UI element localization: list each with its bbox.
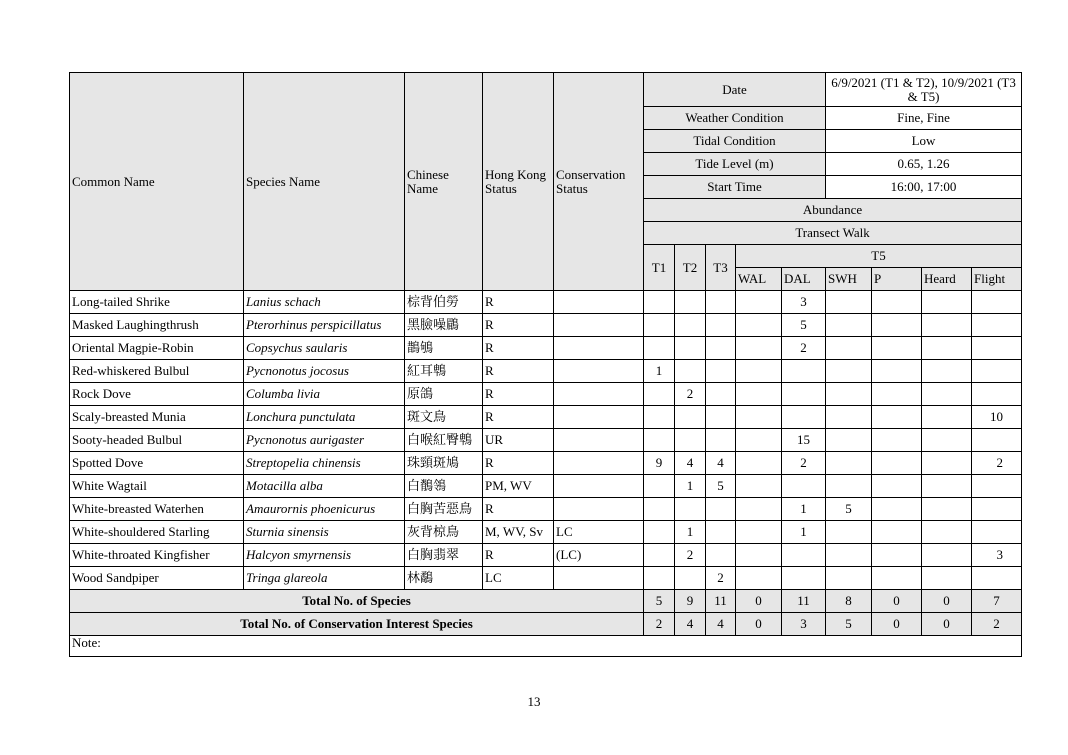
cell-t1 <box>644 383 675 406</box>
cell-common: Spotted Dove <box>70 452 244 475</box>
cell-cons: LC <box>554 521 644 544</box>
cell-dal <box>782 544 826 567</box>
col-t3: T3 <box>706 245 736 291</box>
cell-common: White-throated Kingfisher <box>70 544 244 567</box>
cell-dal: 3 <box>782 291 826 314</box>
total-species-wal: 0 <box>736 590 782 613</box>
total-cons-flight: 2 <box>972 613 1022 636</box>
header-species-name: Species Name <box>244 73 405 291</box>
cell-wal <box>736 498 782 521</box>
cell-flight <box>972 360 1022 383</box>
cell-p <box>872 567 922 590</box>
total-species-p: 0 <box>872 590 922 613</box>
cell-chinese: 珠頸斑鳩 <box>405 452 483 475</box>
cell-hk: M, WV, Sv <box>483 521 554 544</box>
cell-t3 <box>706 291 736 314</box>
cell-hk: R <box>483 452 554 475</box>
cell-t1 <box>644 429 675 452</box>
cell-flight: 10 <box>972 406 1022 429</box>
cell-dal: 1 <box>782 521 826 544</box>
cell-wal <box>736 314 782 337</box>
cell-p <box>872 291 922 314</box>
col-dal: DAL <box>782 268 826 291</box>
total-species-swh: 8 <box>826 590 872 613</box>
cell-heard <box>922 567 972 590</box>
table-row <box>70 360 1022 383</box>
total-species-t2: 9 <box>675 590 706 613</box>
cell-t1 <box>644 475 675 498</box>
cell-flight <box>972 291 1022 314</box>
cell-wal <box>736 567 782 590</box>
col-wal: WAL <box>736 268 782 291</box>
cell-dal <box>782 360 826 383</box>
cell-t3 <box>706 544 736 567</box>
cell-hk: R <box>483 360 554 383</box>
cell-p <box>872 314 922 337</box>
cell-t2 <box>675 360 706 383</box>
cell-t2: 2 <box>675 544 706 567</box>
cell-heard <box>922 360 972 383</box>
total-species-label: Total No. of Species <box>70 590 644 613</box>
cell-cons <box>554 406 644 429</box>
cell-t3 <box>706 429 736 452</box>
cell-p <box>872 383 922 406</box>
cell-heard <box>922 383 972 406</box>
cell-common: Long-tailed Shrike <box>70 291 244 314</box>
cell-species: Pterorhinus perspicillatus <box>244 314 405 337</box>
tidal-value: Low <box>826 130 1022 153</box>
cell-heard <box>922 429 972 452</box>
cell-hk: R <box>483 544 554 567</box>
table-row <box>70 544 1022 567</box>
total-cons-swh: 5 <box>826 613 872 636</box>
cell-swh <box>826 314 872 337</box>
cell-t1 <box>644 544 675 567</box>
cell-species: Pycnonotus jocosus <box>244 360 405 383</box>
cell-chinese: 斑文鳥 <box>405 406 483 429</box>
cell-flight <box>972 498 1022 521</box>
cell-cons <box>554 337 644 360</box>
cell-p <box>872 429 922 452</box>
cell-dal <box>782 406 826 429</box>
cell-t2 <box>675 498 706 521</box>
table-row <box>70 337 1022 360</box>
cell-cons <box>554 383 644 406</box>
col-flight: Flight <box>972 268 1022 291</box>
total-cons-dal: 3 <box>782 613 826 636</box>
header-common-name: Common Name <box>70 73 244 291</box>
cell-species: Lanius schach <box>244 291 405 314</box>
cell-dal: 2 <box>782 452 826 475</box>
cell-swh <box>826 383 872 406</box>
cell-flight <box>972 383 1022 406</box>
cell-wal <box>736 429 782 452</box>
cell-common: Wood Sandpiper <box>70 567 244 590</box>
cell-p <box>872 544 922 567</box>
col-heard: Heard <box>922 268 972 291</box>
cell-t3 <box>706 498 736 521</box>
cell-dal: 5 <box>782 314 826 337</box>
cell-p <box>872 406 922 429</box>
cell-heard <box>922 498 972 521</box>
cell-species: Tringa glareola <box>244 567 405 590</box>
cell-t3: 5 <box>706 475 736 498</box>
cell-t3 <box>706 314 736 337</box>
cell-hk: R <box>483 291 554 314</box>
table-row <box>70 521 1022 544</box>
cell-common: White Wagtail <box>70 475 244 498</box>
cell-p <box>872 521 922 544</box>
header-chinese-name: Chinese Name <box>405 73 483 291</box>
cell-hk: R <box>483 314 554 337</box>
weather-value: Fine, Fine <box>826 107 1022 130</box>
cell-swh <box>826 337 872 360</box>
cell-wal <box>736 291 782 314</box>
page-number: 13 <box>527 694 541 709</box>
abundance-label: Abundance <box>644 199 1022 222</box>
cell-t1 <box>644 406 675 429</box>
cell-species: Sturnia sinensis <box>244 521 405 544</box>
cell-common: White-breasted Waterhen <box>70 498 244 521</box>
cell-swh <box>826 452 872 475</box>
cell-chinese: 棕背伯勞 <box>405 291 483 314</box>
cell-flight <box>972 521 1022 544</box>
header-hk-status: Hong Kong Status <box>483 73 554 291</box>
cell-chinese: 紅耳鵯 <box>405 360 483 383</box>
cell-chinese: 鵲鴝 <box>405 337 483 360</box>
cell-chinese: 原鴿 <box>405 383 483 406</box>
cell-dal: 2 <box>782 337 826 360</box>
cell-dal <box>782 475 826 498</box>
cell-common: White-shouldered Starling <box>70 521 244 544</box>
col-swh: SWH <box>826 268 872 291</box>
cell-heard <box>922 452 972 475</box>
date-value: 6/9/2021 (T1 & T2), 10/9/2021 (T3 & T5) <box>826 73 1022 107</box>
cell-wal <box>736 475 782 498</box>
cell-swh: 5 <box>826 498 872 521</box>
cell-species: Amaurornis phoenicurus <box>244 498 405 521</box>
cell-heard <box>922 475 972 498</box>
cell-dal <box>782 567 826 590</box>
tide-level-label: Tide Level (m) <box>644 153 826 176</box>
cell-cons <box>554 452 644 475</box>
cell-cons <box>554 314 644 337</box>
cell-wal <box>736 406 782 429</box>
cell-t2 <box>675 337 706 360</box>
cell-p <box>872 498 922 521</box>
start-time-value: 16:00, 17:00 <box>826 176 1022 199</box>
col-t2: T2 <box>675 245 706 291</box>
cell-common: Red-whiskered Bulbul <box>70 360 244 383</box>
cell-t1 <box>644 337 675 360</box>
table-row <box>70 314 1022 337</box>
note: Note: <box>70 636 1022 657</box>
table-row <box>70 452 1022 475</box>
cell-cons <box>554 567 644 590</box>
total-cons-t1: 2 <box>644 613 675 636</box>
cell-wal <box>736 521 782 544</box>
cell-flight <box>972 429 1022 452</box>
cell-swh <box>826 475 872 498</box>
date-label: Date <box>644 73 826 107</box>
total-cons-t3: 4 <box>706 613 736 636</box>
cell-species: Pycnonotus aurigaster <box>244 429 405 452</box>
cell-chinese: 灰背椋鳥 <box>405 521 483 544</box>
cell-hk: LC <box>483 567 554 590</box>
total-species-t1: 5 <box>644 590 675 613</box>
cell-t3 <box>706 337 736 360</box>
table-row <box>70 383 1022 406</box>
header-conservation-status: Conservation Status <box>554 73 644 291</box>
cell-t1 <box>644 567 675 590</box>
table-row <box>70 406 1022 429</box>
cell-species: Copsychus saularis <box>244 337 405 360</box>
col-p: P <box>872 268 922 291</box>
cell-flight: 3 <box>972 544 1022 567</box>
cell-species: Streptopelia chinensis <box>244 452 405 475</box>
cell-p <box>872 337 922 360</box>
cell-heard <box>922 314 972 337</box>
cell-chinese: 白胸翡翠 <box>405 544 483 567</box>
tidal-label: Tidal Condition <box>644 130 826 153</box>
cell-t3: 4 <box>706 452 736 475</box>
cell-common: Scaly-breasted Munia <box>70 406 244 429</box>
cell-heard <box>922 406 972 429</box>
cell-flight <box>972 337 1022 360</box>
cell-t3 <box>706 383 736 406</box>
cell-wal <box>736 383 782 406</box>
cell-hk: R <box>483 383 554 406</box>
cell-p <box>872 452 922 475</box>
cell-t2: 1 <box>675 475 706 498</box>
table-row <box>70 498 1022 521</box>
cell-cons <box>554 429 644 452</box>
cell-hk: R <box>483 337 554 360</box>
cell-hk: R <box>483 498 554 521</box>
cell-cons <box>554 498 644 521</box>
total-cons-heard: 0 <box>922 613 972 636</box>
table-row <box>70 567 1022 590</box>
start-time-label: Start Time <box>644 176 826 199</box>
cell-species: Halcyon smyrnensis <box>244 544 405 567</box>
cell-chinese: 黑臉噪鶥 <box>405 314 483 337</box>
total-species-flight: 7 <box>972 590 1022 613</box>
cell-t2: 4 <box>675 452 706 475</box>
col-t5: T5 <box>736 245 1022 268</box>
cell-t3 <box>706 360 736 383</box>
cell-t2 <box>675 429 706 452</box>
cell-t1 <box>644 314 675 337</box>
cell-t3 <box>706 521 736 544</box>
cell-hk: R <box>483 406 554 429</box>
cell-t2 <box>675 291 706 314</box>
cell-common: Sooty-headed Bulbul <box>70 429 244 452</box>
cell-p <box>872 360 922 383</box>
cell-swh <box>826 567 872 590</box>
cell-species: Columba livia <box>244 383 405 406</box>
total-cons-wal: 0 <box>736 613 782 636</box>
total-species-t3: 11 <box>706 590 736 613</box>
cell-dal: 1 <box>782 498 826 521</box>
cell-t2: 1 <box>675 521 706 544</box>
cell-cons: (LC) <box>554 544 644 567</box>
cell-swh <box>826 406 872 429</box>
cell-wal <box>736 337 782 360</box>
cell-t1 <box>644 521 675 544</box>
cell-dal: 15 <box>782 429 826 452</box>
cell-flight <box>972 475 1022 498</box>
total-species-heard: 0 <box>922 590 972 613</box>
cell-dal <box>782 383 826 406</box>
cell-chinese: 白喉紅臀鵯 <box>405 429 483 452</box>
cell-chinese: 林鷸 <box>405 567 483 590</box>
cell-species: Lonchura punctulata <box>244 406 405 429</box>
cell-chinese: 白鶺鴒 <box>405 475 483 498</box>
cell-t3: 2 <box>706 567 736 590</box>
cell-wal <box>736 360 782 383</box>
cell-t1 <box>644 498 675 521</box>
cell-hk: PM, WV <box>483 475 554 498</box>
table-row <box>70 475 1022 498</box>
cell-chinese: 白胸苦惡鳥 <box>405 498 483 521</box>
cell-heard <box>922 291 972 314</box>
cell-wal <box>736 452 782 475</box>
cell-common: Masked Laughingthrush <box>70 314 244 337</box>
cell-flight <box>972 314 1022 337</box>
cell-t2: 2 <box>675 383 706 406</box>
cell-p <box>872 475 922 498</box>
cell-swh <box>826 429 872 452</box>
cell-species: Motacilla alba <box>244 475 405 498</box>
cell-t3 <box>706 406 736 429</box>
cell-swh <box>826 521 872 544</box>
cell-common: Rock Dove <box>70 383 244 406</box>
cell-heard <box>922 544 972 567</box>
total-species-dal: 11 <box>782 590 826 613</box>
weather-label: Weather Condition <box>644 107 826 130</box>
cell-flight: 2 <box>972 452 1022 475</box>
cell-t2 <box>675 406 706 429</box>
transect-walk-label: Transect Walk <box>644 222 1022 245</box>
cell-cons <box>554 360 644 383</box>
cell-flight <box>972 567 1022 590</box>
cell-heard <box>922 521 972 544</box>
bird-survey-table <box>69 72 1022 657</box>
cell-cons <box>554 475 644 498</box>
cell-t2 <box>675 314 706 337</box>
table-row <box>70 291 1022 314</box>
cell-swh <box>826 291 872 314</box>
table-row <box>70 429 1022 452</box>
cell-t2 <box>675 567 706 590</box>
total-cons-p: 0 <box>872 613 922 636</box>
col-t1: T1 <box>644 245 675 291</box>
tide-level-value: 0.65, 1.26 <box>826 153 1022 176</box>
cell-cons <box>554 291 644 314</box>
cell-t1: 9 <box>644 452 675 475</box>
cell-hk: UR <box>483 429 554 452</box>
cell-t1 <box>644 291 675 314</box>
cell-swh <box>826 360 872 383</box>
cell-t1: 1 <box>644 360 675 383</box>
cell-wal <box>736 544 782 567</box>
cell-common: Oriental Magpie-Robin <box>70 337 244 360</box>
cell-heard <box>922 337 972 360</box>
total-cons-label: Total No. of Conservation Interest Species <box>70 613 644 636</box>
total-cons-t2: 4 <box>675 613 706 636</box>
cell-swh <box>826 544 872 567</box>
